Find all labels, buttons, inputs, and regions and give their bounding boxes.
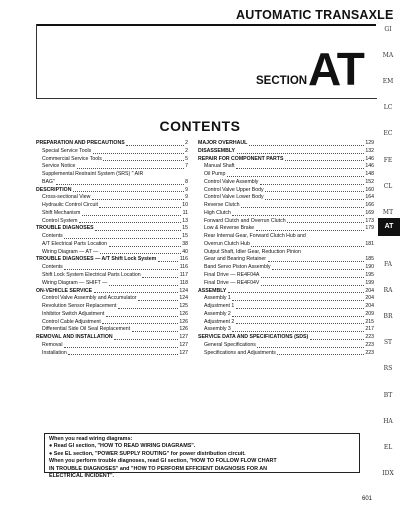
toc-entry[interactable] <box>198 334 374 342</box>
toc-entry-title: Assembly 1 <box>204 295 231 302</box>
toc-entry[interactable] <box>36 241 188 249</box>
toc-dot-leader <box>261 285 364 286</box>
contents-title: CONTENTS <box>159 118 241 134</box>
toc-entry-page: 173 <box>365 217 374 224</box>
toc-entry-page: 8 <box>185 178 188 185</box>
toc-entry[interactable] <box>36 179 188 187</box>
toc-right-column <box>198 140 374 357</box>
toc-dot-leader <box>236 323 364 324</box>
toc-entry-title: Control Valve Assembly and Accumulator <box>42 295 137 302</box>
toc-entry-title: Control Valve Lower Body <box>204 194 264 201</box>
toc-entry-page: 152 <box>365 178 374 185</box>
toc-dot-leader <box>77 168 184 169</box>
toc-dot-leader <box>287 222 364 223</box>
toc-dot-leader <box>227 176 364 177</box>
section-tab-ra[interactable]: RA <box>383 287 393 295</box>
toc-entry[interactable] <box>198 326 374 334</box>
section-tab-st[interactable]: ST <box>383 339 393 347</box>
toc-entry-title: Forward Clutch and Overrun Clutch <box>204 217 286 224</box>
section-index-tabs <box>380 24 400 494</box>
toc-entry-page: 148 <box>365 171 374 178</box>
toc-entry[interactable] <box>198 256 374 264</box>
toc-entry-page: 2 <box>185 147 188 154</box>
toc-dot-leader <box>241 207 364 208</box>
toc-entry-page: 15 <box>182 225 188 232</box>
toc-entry-title: Service Notice <box>42 163 76 170</box>
toc-entry-title: Adjustment 2 <box>204 318 235 325</box>
toc-entry[interactable] <box>36 303 188 311</box>
toc-entry-title: MAJOR OVERHAUL <box>198 140 248 146</box>
toc-entry[interactable] <box>36 342 188 350</box>
toc-entry-page: 169 <box>365 209 374 216</box>
toc-entry[interactable] <box>36 163 188 171</box>
toc-entry-title: Wiring Diagram — AT — <box>42 248 99 255</box>
toc-dot-leader <box>94 292 178 293</box>
toc-entry-page: 146 <box>365 163 374 170</box>
toc-entry[interactable] <box>198 202 374 210</box>
toc-entry[interactable] <box>198 218 374 226</box>
toc-entry-title: SERVICE DATA AND SPECIFICATIONS (SDS) <box>198 334 309 341</box>
toc-dot-leader <box>272 269 364 270</box>
toc-entry-title: TROUBLE DIAGNOSES — A/T Shift Lock System <box>36 256 157 263</box>
toc-entry-title: Contents <box>42 233 63 240</box>
toc-entry-title: BAG" <box>42 178 55 185</box>
section-code: AT <box>308 43 364 95</box>
toc-entry-title: Hydraulic Control Circuit <box>42 202 98 209</box>
toc-entry[interactable] <box>36 156 188 164</box>
toc-dot-leader <box>232 316 364 317</box>
toc-dot-leader <box>285 160 364 161</box>
toc-entry-title: Control System <box>42 217 78 224</box>
toc-entry-page: 181 <box>365 240 374 247</box>
toc-dot-leader <box>260 184 364 185</box>
toc-entry[interactable] <box>198 311 374 319</box>
toc-entry-title: REPAIR FOR COMPONENT PARTS <box>198 155 284 162</box>
toc-entry[interactable] <box>36 187 188 195</box>
toc-entry[interactable] <box>36 334 188 342</box>
toc-entry-title: Reverse Clutch <box>204 202 240 209</box>
toc-entry-title: DESCRIPTION <box>36 186 72 193</box>
wiring-diagram-note-box <box>44 433 360 480</box>
toc-entry-title: Commercial Service Tools <box>42 155 102 162</box>
toc-entry-page: 132 <box>365 147 374 154</box>
toc-entry[interactable] <box>198 148 374 156</box>
toc-entry-page: 127 <box>179 349 188 356</box>
toc-entry-title: Oil Pump <box>204 171 226 178</box>
toc-entry[interactable] <box>198 303 374 311</box>
toc-entry-page: 118 <box>179 279 188 286</box>
toc-entry-page: 15 <box>182 233 188 240</box>
toc-dot-leader <box>236 308 364 309</box>
section-tab-cl[interactable]: CL <box>383 182 393 190</box>
toc-entry-page: 127 <box>179 334 188 341</box>
toc-entry[interactable] <box>198 210 374 218</box>
toc-entry-page: 160 <box>365 186 374 193</box>
note-line: When you perform trouble diagnoses, read GI section, "HOW TO FOLLOW FLOW CHART <box>49 458 277 465</box>
toc-entry[interactable] <box>198 225 374 233</box>
toc-entry-page: 217 <box>365 326 374 333</box>
toc-entry-title: Specifications and Adjustments <box>204 349 276 356</box>
toc-entry-title: Control Valve Upper Body <box>204 186 264 193</box>
toc-dot-leader <box>310 339 364 340</box>
toc-entry-title: Output Shaft, Idler Gear, Reduction Pinion <box>204 248 301 255</box>
section-tab-ec[interactable]: EC <box>383 130 393 138</box>
toc-entry-page: 166 <box>365 202 374 209</box>
toc-entry-title: General Specifications <box>204 341 256 348</box>
toc-entry[interactable] <box>198 264 374 272</box>
toc-entry-page: 209 <box>365 310 374 317</box>
toc-dot-leader <box>138 300 178 301</box>
toc-entry-page: 11 <box>182 209 188 216</box>
toc-entry[interactable] <box>198 156 374 164</box>
toc-entry-page: 124 <box>179 287 188 294</box>
section-tab-ma[interactable]: MA <box>382 52 394 60</box>
toc-entry-page: 116 <box>179 264 188 271</box>
toc-entry-title: Wiring Diagram — SHIFT — <box>42 279 108 286</box>
section-tab-el[interactable]: EL <box>383 443 393 451</box>
toc-entry-page: 7 <box>185 163 188 170</box>
toc-dot-leader <box>228 292 364 293</box>
note-line: IN TROUBLE DIAGNOSES" and "HOW TO PERFORM EFFICIENT DIAGNOSIS FOR AN <box>49 465 268 472</box>
toc-entry[interactable] <box>36 233 188 241</box>
toc-dot-leader <box>232 300 364 301</box>
toc-entry-title: DISASSEMBLY <box>198 147 235 154</box>
toc-entry-page: 223 <box>365 334 374 341</box>
toc-entry-title: ASSEMBLY <box>198 287 227 294</box>
toc-dot-leader <box>100 253 181 254</box>
toc-entry[interactable] <box>198 342 374 350</box>
toc-entry[interactable] <box>198 241 374 249</box>
section-tab-idx[interactable]: IDX <box>382 469 394 477</box>
toc-entry-page: 129 <box>365 140 374 146</box>
toc-entry[interactable] <box>36 202 188 210</box>
toc-dot-leader <box>126 145 183 146</box>
toc-entry[interactable] <box>36 225 188 233</box>
toc-entry-title: Band Servo Piston Assembly <box>204 264 271 271</box>
toc-entry-page: 127 <box>179 341 188 348</box>
toc-dot-leader <box>251 246 364 247</box>
note-line: ● Read GI section, "HOW TO READ WIRING DIAGRAMS". <box>49 443 196 450</box>
toc-entry-title: Contents <box>42 264 63 271</box>
toc-entry-title: Assembly 3 <box>204 326 231 333</box>
note-line: ● See EL section, "POWER SUPPLY ROUTING" for power distribution circuit. <box>49 450 246 457</box>
toc-dot-leader <box>158 261 178 262</box>
current-section-tab: AT <box>378 218 400 236</box>
page-number: 601 <box>362 496 373 502</box>
toc-entry[interactable] <box>36 256 188 264</box>
toc-entry-page: 5 <box>185 155 188 162</box>
toc-dot-leader <box>64 347 178 348</box>
toc-entry[interactable] <box>198 233 374 241</box>
toc-entry-title: Final Drive — RE4F04V <box>204 279 260 286</box>
toc-entry-page: 10 <box>182 202 188 209</box>
toc-entry[interactable] <box>36 272 188 280</box>
toc-dot-leader <box>79 222 181 223</box>
toc-entry-title: Assembly 2 <box>204 310 231 317</box>
toc-entry-title: TROUBLE DIAGNOSES <box>36 225 94 232</box>
toc-entry-title: High Clutch <box>204 209 231 216</box>
section-tab-em[interactable]: EM <box>382 78 394 86</box>
toc-dot-leader <box>106 316 178 317</box>
toc-dot-leader <box>82 215 181 216</box>
toc-entry[interactable] <box>36 218 188 226</box>
page-title: AUTOMATIC TRANSAXLE <box>236 8 394 22</box>
toc-entry-title: Supplemental Restraint System (SRS) " AIR <box>42 171 144 178</box>
toc-entry-title: Final Drive — RE4F04A <box>204 272 260 278</box>
toc-dot-leader <box>261 277 364 278</box>
toc-entry-page: 195 <box>365 272 374 278</box>
toc-dot-leader <box>232 215 364 216</box>
toc-entry[interactable] <box>198 163 374 171</box>
toc-entry-title: Control Valve Assembly <box>204 178 259 185</box>
toc-dot-leader <box>93 153 184 154</box>
toc-entry-page: 215 <box>365 318 374 325</box>
toc-entry-page: 126 <box>179 310 188 317</box>
section-tab-bt[interactable]: BT <box>383 391 393 399</box>
toc-entry[interactable] <box>198 295 374 303</box>
section-tab-mt[interactable]: MT <box>382 208 394 216</box>
toc-entry[interactable] <box>36 140 188 148</box>
toc-entry-page: 190 <box>365 264 374 271</box>
note-line: When you read wiring diagrams: <box>49 436 133 442</box>
toc-entry-page: 125 <box>179 303 188 310</box>
toc-entry-title: REMOVAL AND INSTALLATION <box>36 334 113 341</box>
toc-dot-leader <box>257 347 363 348</box>
toc-entry-page: 124 <box>179 295 188 302</box>
toc-entry[interactable] <box>36 319 188 327</box>
toc-dot-leader <box>249 145 364 146</box>
toc-entry-title: Control Cable Adjustment <box>42 318 101 325</box>
toc-dot-leader <box>56 184 183 185</box>
toc-entry-title: Manual Shaft <box>204 163 235 170</box>
toc-dot-leader <box>109 285 178 286</box>
toc-entry-title: Cross-sectional View <box>42 194 91 201</box>
section-tab-rs[interactable]: RS <box>383 365 393 373</box>
toc-dot-leader <box>99 207 180 208</box>
toc-dot-leader <box>92 199 184 200</box>
toc-dot-leader <box>265 191 364 192</box>
toc-entry[interactable] <box>36 264 188 272</box>
toc-entry-title: Overrun Clutch Hub <box>204 240 250 247</box>
note-line: ELECTRICAL INCIDENT". <box>49 473 115 480</box>
toc-entry-page: 223 <box>365 341 374 348</box>
toc-entry[interactable] <box>198 319 374 327</box>
toc-entry[interactable] <box>198 280 374 288</box>
toc-entry-page: 126 <box>179 318 188 325</box>
toc-dot-leader <box>103 160 183 161</box>
toc-entry[interactable] <box>36 350 188 358</box>
toc-entry-page: 126 <box>179 326 188 333</box>
section-tab-ha[interactable]: HA <box>383 417 393 425</box>
toc-entry[interactable] <box>198 187 374 195</box>
toc-dot-leader <box>236 168 364 169</box>
toc-entry-page: 204 <box>365 295 374 302</box>
toc-entry-page: 38 <box>182 240 188 247</box>
toc-dot-leader <box>237 153 364 154</box>
toc-entry-page: 179 <box>365 225 374 232</box>
toc-entry-title: Shift Lock System Electrical Parts Location <box>42 272 141 278</box>
toc-dot-leader <box>277 354 364 355</box>
toc-dot-leader <box>118 308 178 309</box>
toc-dot-leader <box>68 354 178 355</box>
toc-entry-page: 164 <box>365 194 374 201</box>
toc-entry-page: 40 <box>182 248 188 255</box>
toc-entry-title: A/T Electrical Parts Location <box>42 240 108 247</box>
toc-entry-title: Inhibitor Switch Adjustment <box>42 310 105 317</box>
toc-entry[interactable] <box>198 288 374 296</box>
toc-entry-title: PREPARATION AND PRECAUTIONS <box>36 140 125 146</box>
toc-entry-title: Low & Reverse Brake <box>204 225 255 232</box>
toc-entry[interactable] <box>198 194 374 202</box>
toc-dot-leader <box>95 230 181 231</box>
toc-dot-leader <box>256 230 364 231</box>
section-tab-fa[interactable]: FA <box>384 261 392 268</box>
toc-entry[interactable] <box>36 210 188 218</box>
toc-entry-page: 223 <box>365 349 374 356</box>
section-tab-fe[interactable]: FE <box>383 156 393 164</box>
toc-entry[interactable] <box>36 171 188 179</box>
toc-dot-leader <box>114 339 178 340</box>
toc-dot-leader <box>268 261 364 262</box>
section-tab-br[interactable]: BR <box>383 313 393 321</box>
toc-entry[interactable] <box>198 171 374 179</box>
toc-entry[interactable] <box>36 194 188 202</box>
toc-entry[interactable] <box>36 249 188 257</box>
toc-entry-page: 204 <box>365 287 374 294</box>
toc-dot-leader <box>142 277 178 278</box>
toc-entry[interactable] <box>198 179 374 187</box>
toc-entry[interactable] <box>198 249 374 257</box>
toc-entry-page: 117 <box>179 272 188 278</box>
toc-entry-page: 2 <box>185 140 188 146</box>
toc-entry[interactable] <box>36 295 188 303</box>
toc-entry[interactable] <box>198 272 374 280</box>
toc-dot-leader <box>64 238 180 239</box>
toc-entry[interactable] <box>36 288 188 296</box>
toc-entry[interactable] <box>36 280 188 288</box>
toc-entry-page: 199 <box>365 279 374 286</box>
toc-entry[interactable] <box>36 326 188 334</box>
toc-entry-title: Installation <box>42 349 67 356</box>
toc-entry-title: Revolution Sensor Replacement <box>42 303 117 310</box>
toc-entry-page: 185 <box>365 256 374 263</box>
toc-entry-title: ON-VEHICLE SERVICE <box>36 287 93 294</box>
toc-entry-title: Gear and Bearing Retainer <box>204 256 266 263</box>
toc-left-column <box>36 140 188 357</box>
toc-dot-leader <box>232 331 364 332</box>
toc-dot-leader <box>132 331 178 332</box>
toc-entry-title: Adjustment 1 <box>204 303 235 310</box>
toc-entry-title: Differential Side Oil Seal Replacement <box>42 326 131 333</box>
toc-dot-leader <box>109 246 181 247</box>
section-label: SECTION <box>256 75 308 87</box>
section-tab-lc[interactable]: LC <box>383 104 393 112</box>
toc-entry-page: 204 <box>365 303 374 310</box>
toc-dot-leader <box>73 191 184 192</box>
toc-entry-title: Rear Internal Gear, Forward Clutch Hub and <box>204 233 306 240</box>
toc-entry-page: 116 <box>179 256 188 263</box>
toc-entry[interactable] <box>198 140 374 148</box>
toc-entry[interactable] <box>198 350 374 358</box>
toc-dot-leader <box>64 269 178 270</box>
toc-entry-title: Special Service Tools <box>42 147 92 154</box>
toc-entry-page: 9 <box>185 194 188 201</box>
toc-dot-leader <box>265 199 364 200</box>
toc-entry-title: Removal <box>42 341 63 348</box>
toc-entry-title: Shift Mechanism <box>42 209 81 216</box>
toc-entry[interactable] <box>36 311 188 319</box>
toc-entry-page: 13 <box>182 217 188 224</box>
toc-dot-leader <box>102 323 178 324</box>
section-tab-gi[interactable]: GI <box>384 26 392 33</box>
toc-entry-page: 146 <box>365 155 374 162</box>
toc-entry[interactable] <box>36 148 188 156</box>
toc-entry-page: 9 <box>185 186 188 193</box>
